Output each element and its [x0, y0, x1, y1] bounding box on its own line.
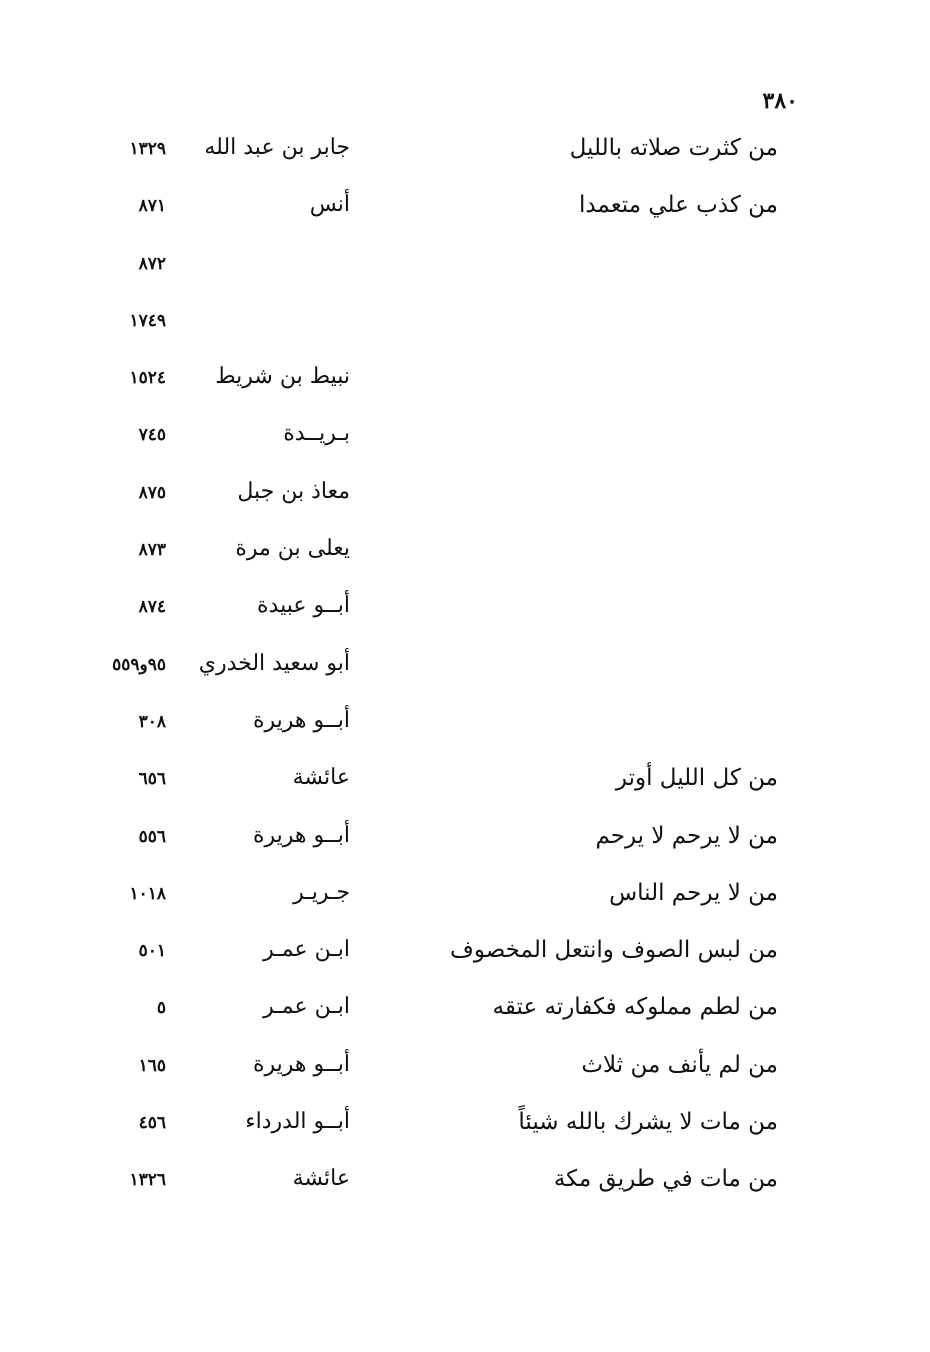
index-row — [0, 469, 930, 526]
narrator-name: جابر بن عبد الله — [204, 135, 350, 160]
index-row — [0, 354, 930, 411]
index-row — [0, 583, 930, 640]
hadith-number: ٨٧٥ — [138, 482, 166, 503]
index-row — [0, 240, 930, 297]
index-row — [0, 526, 930, 583]
hadith-number: ٦٥٦ — [138, 769, 166, 790]
narrator-name: يعلى بن مرة — [235, 536, 350, 562]
hadith-number: ١٥٢٤ — [129, 368, 166, 389]
hadith-text: من لم يأنف من ثلاث — [581, 1051, 778, 1078]
narrator-name: ابـن عمـر — [263, 994, 350, 1020]
hadith-text: من مات لا يشرك بالله شيئاً — [518, 1109, 778, 1136]
hadith-number: ١٠١٨ — [129, 883, 166, 904]
index-row — [0, 641, 930, 698]
hadith-number: ٣٠٨ — [138, 711, 166, 732]
narrator-name: عائشة — [292, 1166, 350, 1192]
hadith-number: ٨٧٣ — [138, 540, 166, 561]
index-row — [0, 1156, 930, 1213]
narrator-name: جـريـر — [293, 879, 350, 905]
hadith-number: ٤٥٦ — [138, 1113, 166, 1134]
hadith-number: ٩٥و٥٥٩ — [112, 654, 166, 675]
hadith-text: من كل الليل أوتر — [615, 765, 778, 792]
narrator-name: أبــو هريرة — [252, 1051, 350, 1077]
index-row — [0, 927, 930, 984]
narrator-name: نبيط بن شريط — [215, 364, 350, 390]
hadith-number: ٨٧١ — [138, 196, 166, 217]
page-number: ٣٨٠ — [762, 88, 798, 114]
hadith-number: ٨٧٢ — [138, 253, 166, 274]
narrator-name: أبــو هريرة — [252, 707, 350, 733]
index-row — [0, 125, 930, 182]
narrator-name: بـريــدة — [283, 421, 350, 447]
hadith-text: من كذب علي متعمدا — [578, 192, 778, 219]
hadith-index-table — [0, 125, 930, 1214]
hadith-number: ٧٤٥ — [138, 425, 166, 446]
narrator-name: أبــو عبيدة — [257, 593, 350, 619]
index-row — [0, 698, 930, 755]
hadith-number: ١٦٥ — [138, 1055, 166, 1076]
narrator-name: أنس — [309, 192, 350, 218]
hadith-text: من لطم مملوكه فكفارته عتقه — [492, 994, 778, 1021]
hadith-text: من لا يرحم لا يرحم — [595, 822, 778, 849]
hadith-number: ٨٧٤ — [138, 597, 166, 618]
index-row — [0, 182, 930, 239]
index-row — [0, 1042, 930, 1099]
hadith-number: ١٧٤٩ — [129, 310, 166, 331]
hadith-number: ٥٠١ — [138, 941, 166, 962]
narrator-name: ابـن عمـر — [263, 937, 350, 963]
hadith-number: ٥ — [156, 998, 166, 1019]
hadith-text: من لبس الصوف وانتعل المخصوف — [450, 937, 778, 964]
narrator-name: عائشة — [292, 765, 350, 791]
narrator-name: أبــو الدرداء — [245, 1109, 350, 1135]
index-row — [0, 984, 930, 1041]
hadith-text: من مات في طريق مكة — [553, 1166, 778, 1193]
index-row — [0, 755, 930, 812]
index-row — [0, 297, 930, 354]
narrator-name: معاذ بن جبل — [237, 478, 350, 504]
index-row — [0, 1099, 930, 1156]
narrator-name: أبــو هريرة — [252, 822, 350, 848]
hadith-text: من لا يرحم الناس — [609, 879, 778, 906]
index-row — [0, 813, 930, 870]
hadith-number: ٥٥٦ — [138, 826, 166, 847]
index-row — [0, 870, 930, 927]
hadith-number: ١٣٢٦ — [129, 1170, 166, 1191]
narrator-name: أبو سعيد الخدري — [198, 650, 350, 676]
hadith-number: ١٣٢٩ — [129, 139, 166, 159]
index-row — [0, 411, 930, 468]
hadith-text: من كثرت صلاته بالليل — [569, 135, 778, 161]
